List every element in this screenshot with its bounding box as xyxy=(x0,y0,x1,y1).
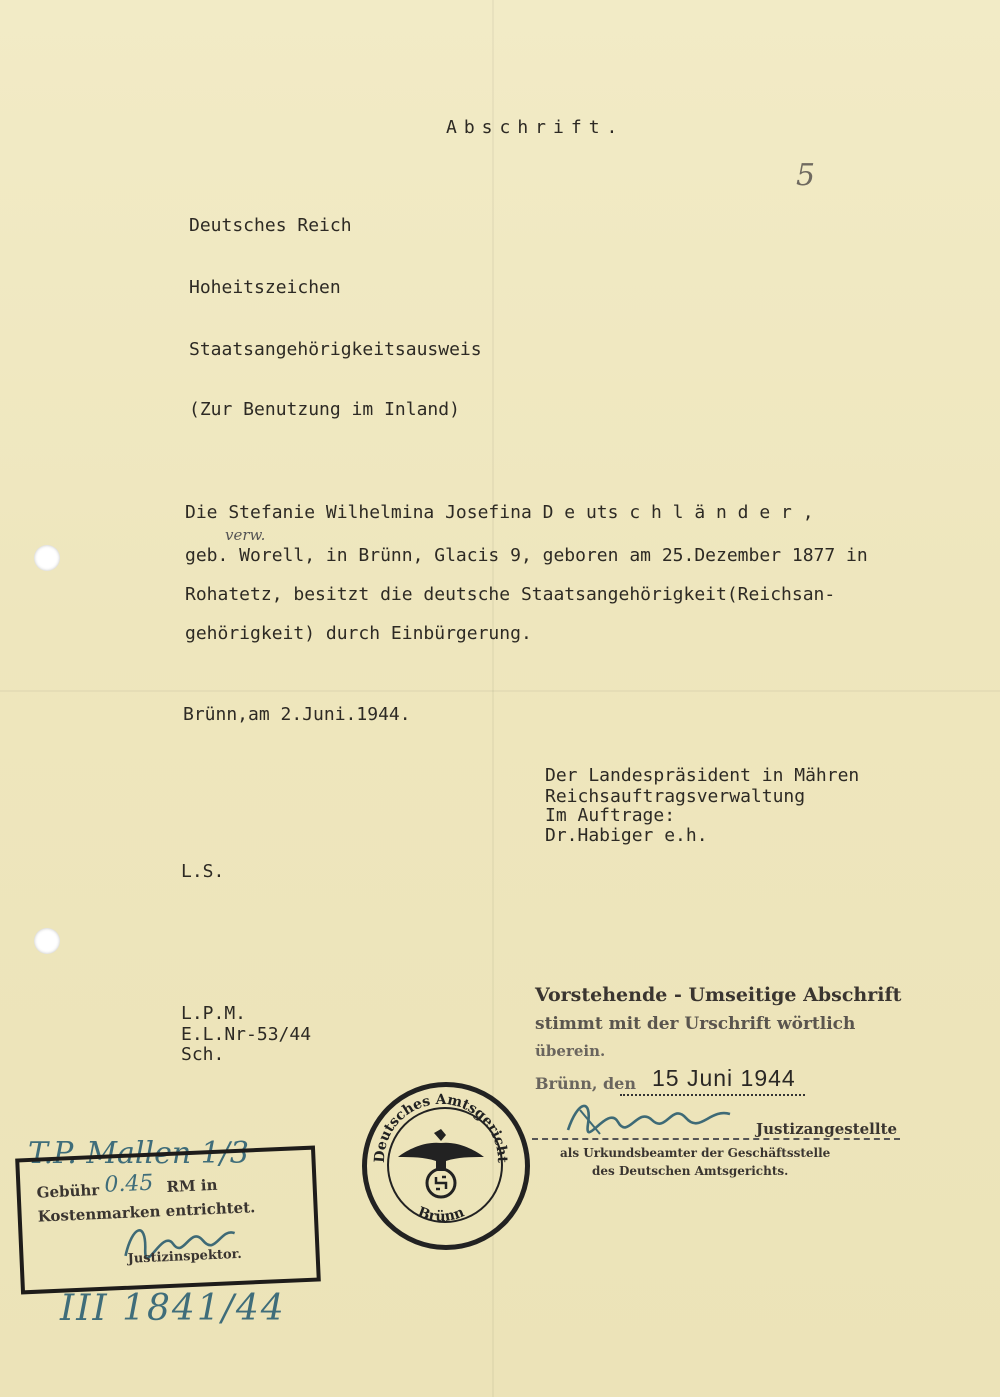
round-seal-top-text: Deutsches Amtsgericht xyxy=(371,1091,511,1164)
signature-line-2: Reichsauftragsverwaltung xyxy=(545,786,806,807)
signature-line-3: Im Auftrage: xyxy=(545,805,676,826)
body-line-4: gehörigkeit) durch Einbürgerung. xyxy=(185,623,532,644)
header-line-emblem: Hoheitszeichen xyxy=(189,277,341,298)
body-line-1: Die Stefanie Wilhelmina Josefina D e uts c h l ä n d e r , xyxy=(185,502,814,523)
fee-stamp xyxy=(15,1146,321,1295)
header-line-doc-type: Staatsangehörigkeitsausweis xyxy=(189,339,482,360)
punch-hole-upper xyxy=(34,545,60,571)
header-line-country: Deutsches Reich xyxy=(189,215,352,236)
cert-signature xyxy=(560,1094,740,1140)
fee-stamp-line-1: Gebühr xyxy=(36,1180,100,1202)
seal-note: L.S. xyxy=(181,861,225,882)
svg-text:Brünn xyxy=(415,1204,466,1225)
fee-stamp-amount: 0.45 xyxy=(103,1170,154,1198)
header-line-usage: (Zur Benutzung im Inland) xyxy=(189,399,460,420)
fold-line-horizontal xyxy=(0,690,1000,692)
signature-line-1: Der Landespräsident in Mähren xyxy=(545,765,860,786)
document-title: Abschrift. xyxy=(446,117,625,138)
cert-title-line: Justizangestellte xyxy=(756,1120,898,1138)
cert-line-1: Vorstehende - Umseitige Abschrift xyxy=(535,984,902,1006)
cert-date: 15 Juni 1944 xyxy=(652,1065,796,1091)
handwritten-file-number: III 1841/44 xyxy=(60,1288,286,1329)
fee-stamp-line-2: RM in xyxy=(166,1175,218,1197)
reference-line-2: E.L.Nr-53/44 xyxy=(181,1024,312,1045)
cert-footer-line-2: des Deutschen Amtsgerichts. xyxy=(592,1164,789,1178)
signature-line-4: Dr.Habiger e.h. xyxy=(545,825,708,846)
body-line-3: Rohatetz, besitzt die deutsche Staatsangehörigkeit(Reichsan- xyxy=(185,584,836,605)
eagle-emblem-icon xyxy=(396,1127,486,1205)
cert-signature-rule xyxy=(532,1138,900,1140)
fee-stamp-title-line: Justizinspektor. xyxy=(127,1246,243,1267)
handwritten-insert: verw. xyxy=(225,526,266,544)
round-seal xyxy=(362,1082,530,1250)
cert-footer-line-1: als Urkundsbeamter der Geschäftsstelle xyxy=(560,1146,831,1160)
page-number: 5 xyxy=(796,158,816,193)
handwritten-note-top: T.P. Mallen 1/3 xyxy=(28,1136,250,1171)
round-seal-bottom-text: Brünn xyxy=(415,1204,467,1226)
reference-line-3: Sch. xyxy=(181,1044,225,1065)
fee-stamp-line-3: Kostenmarken entrichtet. xyxy=(37,1198,256,1226)
cert-line-2: stimmt mit der Urschrift wörtlich xyxy=(535,1014,856,1034)
cert-line-4: Brünn, den xyxy=(535,1074,636,1093)
punch-hole-lower xyxy=(34,928,60,954)
reference-line-1: L.P.M. xyxy=(181,1003,247,1024)
date-place: Brünn,am 2.Juni.1944. xyxy=(183,704,411,725)
body-line-2: geb. Worell, in Brünn, Glacis 9, geboren am 25.Dezember 1877 in xyxy=(185,545,868,566)
cert-line-3: überein. xyxy=(535,1042,606,1060)
